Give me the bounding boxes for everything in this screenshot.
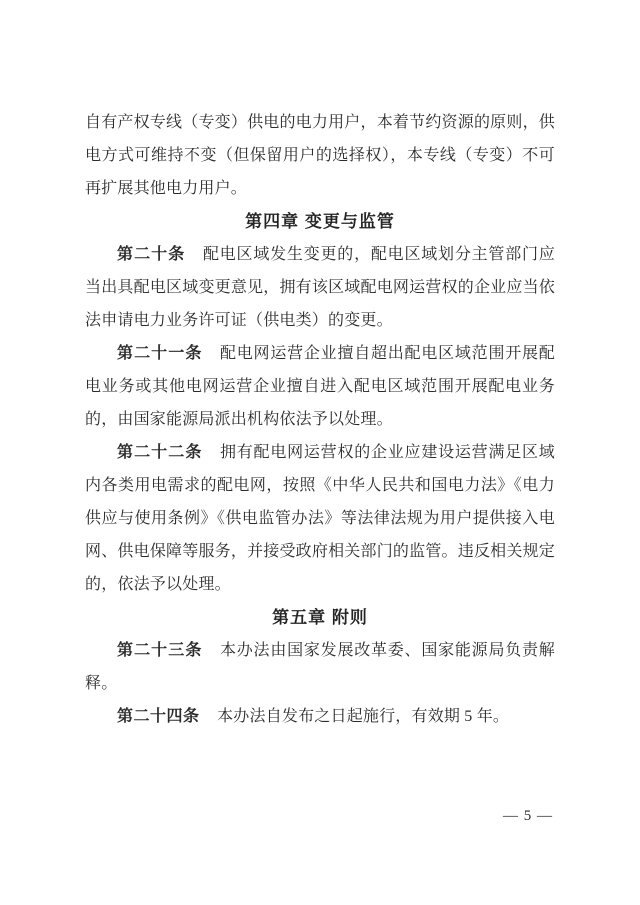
- article-24: [85, 700, 555, 733]
- chapter-heading-4: 第四章 变更与监管: [245, 212, 395, 231]
- article-20: [85, 238, 555, 337]
- article-22: [85, 436, 555, 601]
- intro-paragraph: 自有产权专线（专变）供电的电力用户，本着节约资源的原则，供电方式可维持不变（但保留用户的选择权），本专线（专变）不可再扩展其他电力用户。: [85, 114, 555, 197]
- article-23: [85, 634, 555, 700]
- article-24-number: 第二十四条: [117, 708, 200, 725]
- article-23-number: 第二十三条: [117, 642, 203, 659]
- article-20-number: 第二十条: [117, 246, 186, 263]
- article-21: [85, 337, 555, 436]
- article-23-text: 本办法由国家发展改革委、国家能源局负责解释。: [85, 642, 555, 692]
- article-24-text: 本办法自发布之日起施行，有效期 5 年。: [217, 708, 510, 725]
- article-22-number: 第二十二条: [117, 444, 203, 461]
- chapter-heading-5: 第五章 附则: [272, 608, 368, 627]
- article-21-number: 第二十一条: [117, 345, 203, 362]
- page-number: — 5 —: [503, 808, 553, 824]
- article-22-text: 拥有配电网运营权的企业应建设运营满足区域内各类用电需求的配电网，按照《中华人民共和国电力法》《电力供应与使用条例》《供电监管办法》等法律法规为用户提供接入电网、供电保障等服务，并接受政府相关部门的监管。违反相关规定的，依法予以处理。: [85, 444, 555, 593]
- document-body: [85, 106, 555, 733]
- article-20-text: 配电区域发生变更的，配电区域划分主管部门应当出具配电区域变更意见，拥有该区域配电网运营权的企业应当依法申请电力业务许可证（供电类）的变更。: [85, 246, 555, 329]
- article-21-text: 配电网运营企业擅自超出配电区域范围开展配电业务或其他电网运营企业擅自进入配电区域范围开展配电业务的，由国家能源局派出机构依法予以处理。: [85, 345, 555, 428]
